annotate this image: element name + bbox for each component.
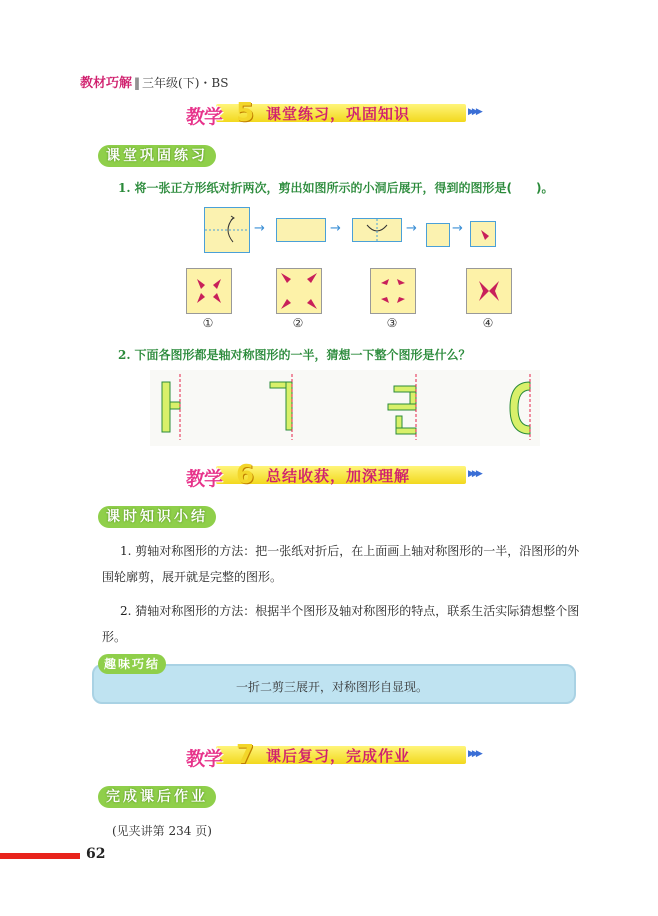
subheading-label: 课堂巩固练习	[98, 145, 216, 167]
banner-label: 教学	[186, 106, 223, 128]
option-figure-1[interactable]	[186, 268, 232, 314]
banner-title: 课堂练习，巩固知识	[266, 105, 411, 123]
banner-title: 总结收获，加深理解	[266, 467, 411, 485]
option-label-4: ④	[482, 316, 494, 330]
subheading-label: 课时知识小结	[98, 506, 216, 528]
section-banner-6	[186, 462, 486, 488]
cut-square	[470, 221, 496, 247]
arrow-icon: →	[254, 221, 265, 236]
section-banner-5	[186, 100, 486, 126]
grade-label: 三年级(下)・BS	[142, 76, 229, 90]
option-figure-4[interactable]	[466, 268, 512, 314]
question-2	[118, 346, 471, 363]
summary-paragraph-2: 2. 猜轴对称图形的方法：根据半个图形及轴对称图形的特点，联系生活实际猜想整个图形。	[102, 604, 580, 644]
page-number: 62	[86, 846, 106, 862]
banner-label: 教学	[186, 748, 223, 770]
option-figure-2[interactable]	[276, 268, 322, 314]
footer-red-bar	[0, 853, 80, 859]
arrow-icon: →	[406, 221, 417, 236]
question-1	[118, 179, 554, 196]
banner-number: 5	[236, 98, 255, 128]
folded-rect	[276, 218, 326, 242]
arrow-icon: →	[452, 221, 463, 236]
paper-square	[204, 207, 250, 253]
banner-arrows-icon: ▶▶▶	[468, 469, 480, 479]
option-label-2: ②	[292, 316, 304, 330]
half-figures	[150, 370, 540, 446]
option-label-3: ③	[386, 316, 398, 330]
question-text: 将一张正方形纸对折两次，剪出如图所示的小洞后展开，得到的图形是( )。	[134, 181, 554, 195]
summary-paragraph-1: 1. 剪轴对称图形的方法：把一张纸对折后，在上面画上轴对称图形的一半，沿图形的外围轮廓剪，展开就是完整的图形。	[102, 544, 580, 584]
folded-rect-with-arc	[352, 218, 402, 242]
header-separator: ‖	[134, 76, 141, 90]
banner-arrows-icon: ▶▶▶	[468, 107, 480, 117]
banner-number: 7	[236, 740, 255, 770]
book-brand: 教材巧解	[80, 76, 133, 91]
tip-label: 趣味巧结	[98, 654, 166, 674]
question-text: 下面各图形都是轴对称图形的一半，猜想一下整个图形是什么？	[134, 348, 471, 362]
section-banner-7	[186, 742, 486, 768]
fold-arrow-icon	[205, 208, 249, 252]
running-header	[80, 72, 228, 91]
subheading-label: 完成课后作业	[98, 786, 216, 808]
banner-title: 课后复习，完成作业	[266, 747, 411, 765]
question-number: 1.	[118, 181, 131, 195]
option-label-1: ①	[202, 316, 214, 330]
option-figure-3[interactable]	[370, 268, 416, 314]
banner-arrows-icon: ▶▶▶	[468, 749, 480, 759]
folded-square	[426, 223, 450, 247]
homework-reference: (见夹讲第 234 页)	[112, 824, 212, 838]
question-number: 2.	[118, 348, 131, 362]
fold-sequence-figure	[204, 207, 504, 257]
banner-label: 教学	[186, 468, 223, 490]
tip-text: 一折二剪三展开，对称图形自显现。	[235, 680, 428, 694]
banner-number: 6	[236, 460, 255, 490]
arrow-icon: →	[330, 221, 341, 236]
